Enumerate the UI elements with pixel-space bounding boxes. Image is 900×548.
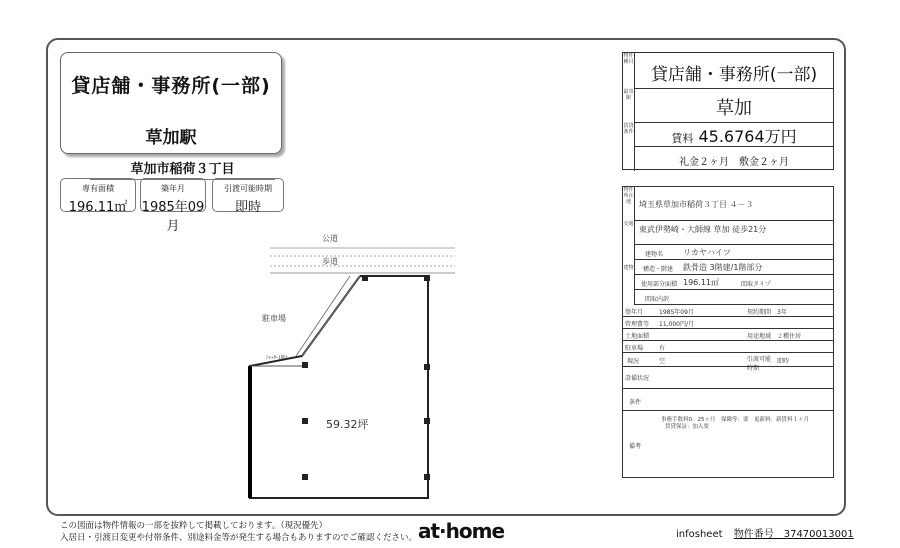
land-label: 土地面積	[625, 333, 650, 340]
remarks-line1: 事務手数料0．25ヶ月 保険等：要 更新料：新賃料１ヶ月	[661, 417, 809, 423]
building-name-label: 建物名	[645, 251, 664, 258]
area-value: 196.11㎡	[68, 200, 128, 215]
handover-label: 引渡可能時期	[224, 184, 272, 193]
usage-label: 用途地域	[747, 333, 772, 340]
station-vertical-label: 最寄駅	[623, 89, 635, 123]
location-label: 物件所在地	[623, 187, 635, 221]
road-label: 公道	[322, 234, 338, 243]
disclaimer-line1: この図面は物件情報の一部を抜粋して掲載しております。（現況優先）	[60, 521, 328, 531]
layout-type-label: 間取タイプ	[741, 281, 771, 288]
infosheet-text: infosheet	[676, 529, 723, 540]
property-number: 物件番号 37470013001	[733, 529, 854, 540]
building-label: 建物	[623, 245, 635, 305]
built-box	[140, 178, 206, 234]
station-title: 草加駅	[145, 128, 197, 148]
floor-area-label: 59.32坪	[326, 418, 369, 431]
floor-plan	[230, 228, 460, 503]
usage-value: ２種住居	[777, 333, 802, 340]
status-label: 現況	[627, 358, 640, 365]
remarks-line2: 賃貸保証：加入要	[665, 424, 710, 430]
usage-area-value: 196.11㎡	[683, 278, 719, 287]
built-label: 築年月	[161, 184, 185, 193]
contract-label: 契約期間	[747, 309, 772, 316]
summary-station: 草加	[716, 98, 752, 119]
detail-panel	[622, 186, 834, 478]
status-value: 空	[659, 358, 666, 365]
infosheet-label	[676, 525, 854, 540]
sidewalk-label: 歩道	[322, 257, 338, 266]
area-box	[60, 178, 136, 215]
shutter-label: ｼｬｯﾀｰ(新)	[266, 355, 288, 361]
usage-area-label: 使用部分面積	[641, 281, 678, 288]
parking-row-value: 有	[659, 345, 666, 352]
parking-row-label: 駐車場	[625, 345, 644, 352]
handover-value: 即時	[234, 200, 261, 215]
built-row-label: 築年月	[625, 309, 644, 316]
built-value: 1985年09月	[141, 200, 205, 234]
title-card	[60, 52, 282, 154]
property-type-title: 貸店舗・事務所(一部)	[71, 75, 271, 97]
athome-logo: at·home	[418, 519, 505, 543]
rent-prefix: 賃料	[671, 132, 694, 145]
fee-value: 11,000円/月	[659, 321, 695, 328]
disclaimer-line2: 入居日・引渡日変更や付帯条件、別途料金等が発生する場合もありますのでご確認ください。	[60, 533, 418, 543]
layout-detail-label: 間取内訳	[645, 296, 670, 303]
structure-label: 構造・階建	[643, 266, 674, 273]
area-label: 専有面積	[82, 184, 114, 193]
remarks-label: 備考	[629, 443, 642, 450]
built-row-value: 1985年09月	[659, 309, 694, 316]
building-name-value: リカヤハイツ	[683, 248, 731, 257]
conditions-label: 条件	[629, 399, 642, 406]
type-vertical-label: 物件種目	[623, 53, 635, 89]
handover-row-label: 引渡可能時期	[747, 356, 772, 372]
summary-type: 貸店舗・事務所(一部)	[650, 65, 818, 85]
rent-value: 45.6764万円	[698, 127, 797, 146]
summary-panel	[622, 52, 834, 170]
handover-box	[212, 178, 284, 215]
handover-row-value: 即時	[777, 358, 790, 365]
traffic-value: 東武伊勢崎・大師線 草加 徒歩21分	[639, 225, 767, 234]
address-heading: 草加市稲荷３丁目	[90, 158, 275, 180]
parking-label: 駐車場	[262, 314, 286, 323]
contract-value: 3年	[777, 309, 787, 316]
traffic-label: 交通	[623, 221, 635, 245]
structure-value: 鉄骨造 3階建/1階部分	[683, 263, 763, 272]
equipment-label: 設備状況	[625, 375, 650, 382]
price-vertical-label: 賃貸条件	[623, 123, 635, 171]
deposit-text: 礼金２ヶ月 敷金２ヶ月	[679, 157, 789, 168]
location-value: 埼玉県草加市稲荷３丁目 ４－３	[639, 200, 754, 209]
fee-label: 管理費等	[625, 321, 650, 328]
